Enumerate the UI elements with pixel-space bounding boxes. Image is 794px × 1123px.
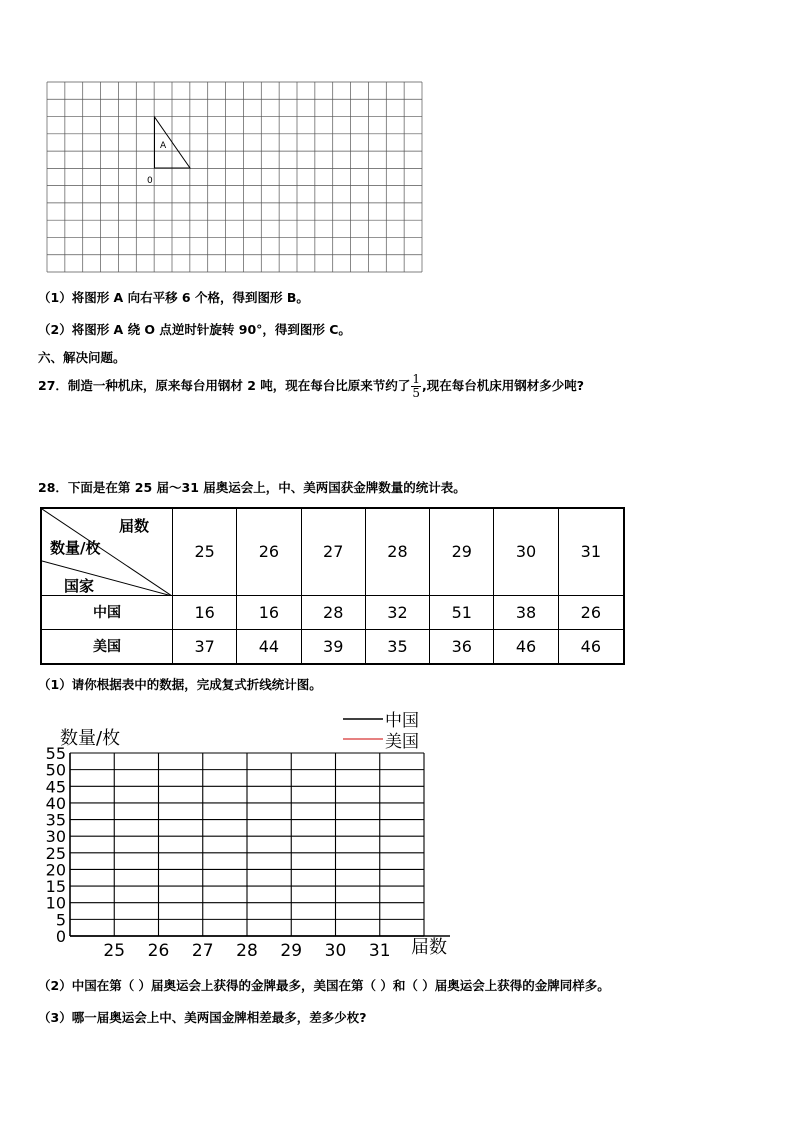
edition-cell: 31	[558, 508, 624, 595]
line-chart	[0, 700, 794, 970]
country-cell: 美国	[41, 629, 173, 664]
chart-grid	[70, 753, 450, 936]
q28-intro: 28．下面是在第 25 届～31 届奥运会上，中、美两国获金牌数量的统计表。	[38, 480, 466, 495]
value-cell: 16	[237, 595, 301, 629]
q28-part3: （3）哪一届奥运会上中、美两国金牌相差最多，差多少枚?	[38, 1010, 367, 1025]
legend-china-label: 中国	[385, 711, 419, 731]
value-cell: 36	[430, 629, 494, 664]
q27-fraction	[411, 373, 421, 400]
q27-fraction-den: 5	[412, 386, 420, 400]
table-row-usa	[41, 629, 624, 664]
value-cell: 46	[558, 629, 624, 664]
value-cell: 38	[494, 595, 558, 629]
value-cell: 28	[301, 595, 365, 629]
medal-table	[40, 507, 625, 665]
y-tick-label: 15	[45, 877, 66, 897]
q26-part1: （1）将图形 A 向右平移 6 个格，得到图形 B。	[38, 290, 309, 305]
y-tick-label: 55	[45, 744, 66, 763]
x-tick-label: 26	[147, 941, 170, 961]
value-cell: 37	[173, 629, 237, 664]
q26-part2: （2）将图形 A 绕 O 点逆时针旋转 90°，得到图形 C。	[38, 322, 351, 337]
value-cell: 32	[365, 595, 429, 629]
header-bottom-label: 国家	[64, 577, 95, 595]
x-tick-label: 28	[236, 941, 258, 961]
header-mid-label: 数量/枚	[50, 539, 101, 557]
q27-text-after: ,现在每台机床用钢材多少吨?	[421, 378, 584, 393]
value-cell: 26	[558, 595, 624, 629]
y-tick-label: 50	[45, 760, 66, 780]
country-cell: 中国	[41, 595, 173, 629]
header-top-label: 届数	[119, 517, 150, 535]
q28-part1: （1）请你根据表中的数据，完成复式折线统计图。	[38, 677, 322, 692]
x-tick-label: 31	[368, 941, 391, 961]
y-tick-label: 20	[45, 860, 66, 880]
chart-y-ticks	[46, 744, 66, 946]
q27	[38, 371, 584, 401]
chart-ylabel: 数量/枚	[60, 728, 121, 749]
q28-part2: （2）中国在第（ ）届奥运会上获得的金牌最多，美国在第（ ）和（ ）届奥运会上获得的金牌同样多。	[38, 978, 610, 993]
edition-cell: 25	[173, 508, 237, 595]
y-tick-label: 45	[45, 777, 66, 797]
grid-figure	[0, 0, 794, 290]
edition-cell: 26	[237, 508, 301, 595]
y-tick-label: 30	[45, 827, 66, 847]
edition-cell: 29	[430, 508, 494, 595]
y-tick-label: 5	[55, 910, 66, 930]
value-cell: 39	[301, 629, 365, 664]
chart-xlabel: 届数	[411, 937, 447, 958]
x-tick-label: 27	[191, 941, 214, 961]
table-header-cell	[41, 508, 173, 595]
shape-a-label: A	[160, 141, 167, 151]
value-cell: 51	[430, 595, 494, 629]
x-tick-label: 30	[324, 941, 347, 961]
value-cell: 44	[237, 629, 301, 664]
value-cell: 46	[494, 629, 558, 664]
q27-text-before: 27．制造一种机床，原来每台用钢材 2 吨，现在每台比原来节约了	[38, 378, 411, 393]
y-tick-label: 0	[55, 927, 66, 946]
table-row-china	[41, 595, 624, 629]
value-cell: 35	[365, 629, 429, 664]
section6-title: 六、解决问题。	[38, 350, 126, 365]
edition-cell: 27	[301, 508, 365, 595]
edition-cell: 30	[494, 508, 558, 595]
x-tick-label: 25	[103, 941, 126, 961]
y-tick-label: 40	[45, 793, 66, 813]
point-o-label: 0	[147, 176, 153, 186]
x-tick-label: 29	[280, 941, 303, 961]
q27-fraction-num: 1	[412, 372, 420, 386]
chart-x-ticks	[103, 941, 390, 961]
grid-lines	[47, 82, 422, 272]
y-tick-label: 35	[45, 810, 66, 830]
y-tick-label: 10	[45, 893, 66, 913]
y-tick-label: 25	[45, 843, 66, 863]
value-cell: 16	[173, 595, 237, 629]
legend-usa-label: 美国	[385, 732, 419, 752]
edition-cell: 28	[365, 508, 429, 595]
